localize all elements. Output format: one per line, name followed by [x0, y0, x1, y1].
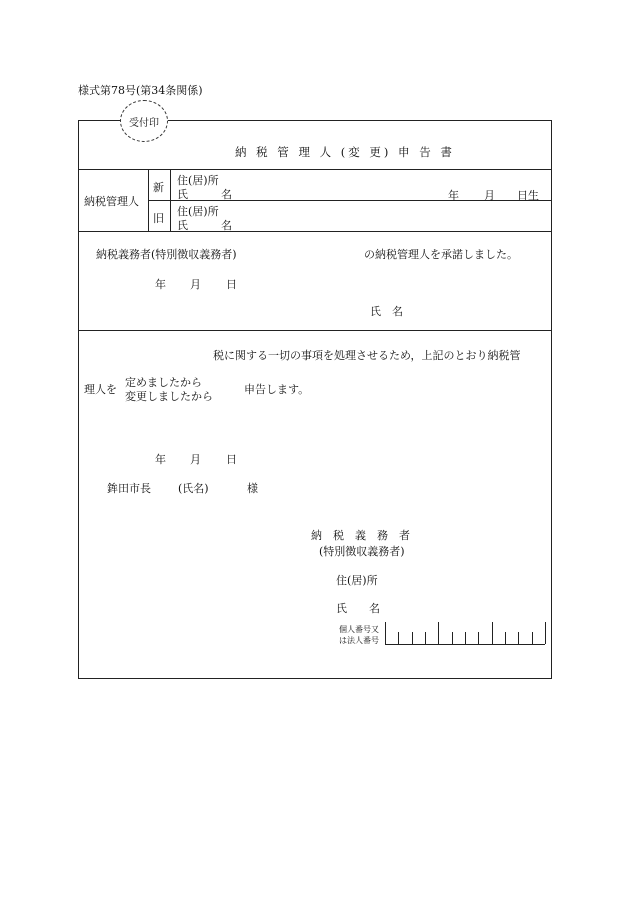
manager-old-name-label: 氏 名	[177, 219, 232, 232]
number-box-major-tick	[492, 622, 493, 644]
manager-new-address-field[interactable]	[230, 172, 530, 185]
consent-day-label: 日	[226, 278, 237, 291]
consent-name-label: 氏 名	[370, 305, 403, 318]
number-box-minor-tick	[532, 632, 533, 644]
number-box-major-tick	[385, 622, 386, 644]
declaration-day-label: 日	[226, 453, 237, 466]
number-box-major-tick	[545, 622, 546, 644]
number-box-minor-tick	[478, 632, 479, 644]
manager-old-name-field[interactable]	[240, 217, 530, 230]
number-box-minor-tick	[398, 632, 399, 644]
consent-month-label: 月	[190, 278, 201, 291]
number-box-minor-tick	[425, 632, 426, 644]
form-number: 様式第78号(第34条関係)	[78, 84, 203, 97]
manager-bottom-line	[78, 231, 552, 232]
reception-stamp: 受付印	[120, 100, 168, 142]
taxpayer-address-label: 住(居)所	[336, 574, 378, 587]
birth-year-label: 年	[448, 189, 459, 202]
manager-row-label: 納税管理人	[84, 195, 139, 208]
number-box-baseline	[385, 644, 545, 645]
consent-bottom-line	[78, 330, 552, 331]
declaration-option-define[interactable]: 定めましたから	[125, 376, 202, 389]
declaration-suffix: 申告します。	[244, 383, 310, 396]
frame-left	[78, 120, 79, 679]
number-box-major-tick	[438, 622, 439, 644]
individual-number-label-line2: は法人番号	[339, 636, 379, 645]
number-box-minor-tick	[465, 632, 466, 644]
manager-top-line	[78, 169, 552, 170]
birth-day-label: 日生	[517, 189, 539, 202]
consent-taxpayer-label: 納税義務者(特別徴収義務者)	[96, 248, 237, 261]
manager-new-name-label: 氏 名	[177, 188, 232, 201]
form-title: 納 税 管 理 人 (変 更) 申 告 書	[235, 145, 455, 159]
manager-old-address-field[interactable]	[230, 203, 530, 216]
declaration-prefix: 理人を	[84, 383, 117, 396]
manager-old-address-label: 住(居)所	[177, 205, 219, 218]
frame-right	[551, 120, 552, 679]
taxpayer-name-label: 氏 名	[336, 602, 380, 615]
taxpayer-subheading: (特別徴収義務者)	[319, 545, 405, 558]
addressee-honorific: 様	[247, 482, 258, 495]
number-box-minor-tick	[505, 632, 506, 644]
taxpayer-heading: 納 税 義 務 者	[311, 529, 410, 542]
individual-number-label-line1: 個人番号又	[339, 625, 379, 634]
declaration-year-label: 年	[155, 453, 166, 466]
manager-newold-divider	[170, 169, 171, 231]
declaration-line1: 税に関する一切の事項を処理させるため，上記のとおり納税管	[213, 349, 521, 362]
individual-number-label	[339, 624, 379, 646]
manager-label-divider	[148, 169, 149, 231]
manager-new-name-field[interactable]	[240, 186, 430, 199]
birth-month-label: 月	[484, 189, 495, 202]
consent-year-label: 年	[155, 278, 166, 291]
addressee-name-label: (氏名)	[178, 482, 209, 495]
addressee-mayor: 鉾田市長	[107, 482, 151, 495]
number-box-minor-tick	[412, 632, 413, 644]
frame-bottom	[78, 678, 552, 679]
number-box-minor-tick	[452, 632, 453, 644]
manager-old-label: 旧	[153, 212, 164, 225]
taxpayer-address-field[interactable]	[386, 572, 536, 585]
declaration-option-change[interactable]: 変更しましたから	[125, 390, 213, 403]
number-box-minor-tick	[518, 632, 519, 644]
declaration-month-label: 月	[190, 453, 201, 466]
manager-new-label: 新	[153, 181, 164, 194]
manager-new-address-label: 住(居)所	[177, 174, 219, 187]
consent-acceptance-text: の納税管理人を承諾しました。	[364, 248, 518, 261]
taxpayer-name-field[interactable]	[386, 600, 536, 613]
